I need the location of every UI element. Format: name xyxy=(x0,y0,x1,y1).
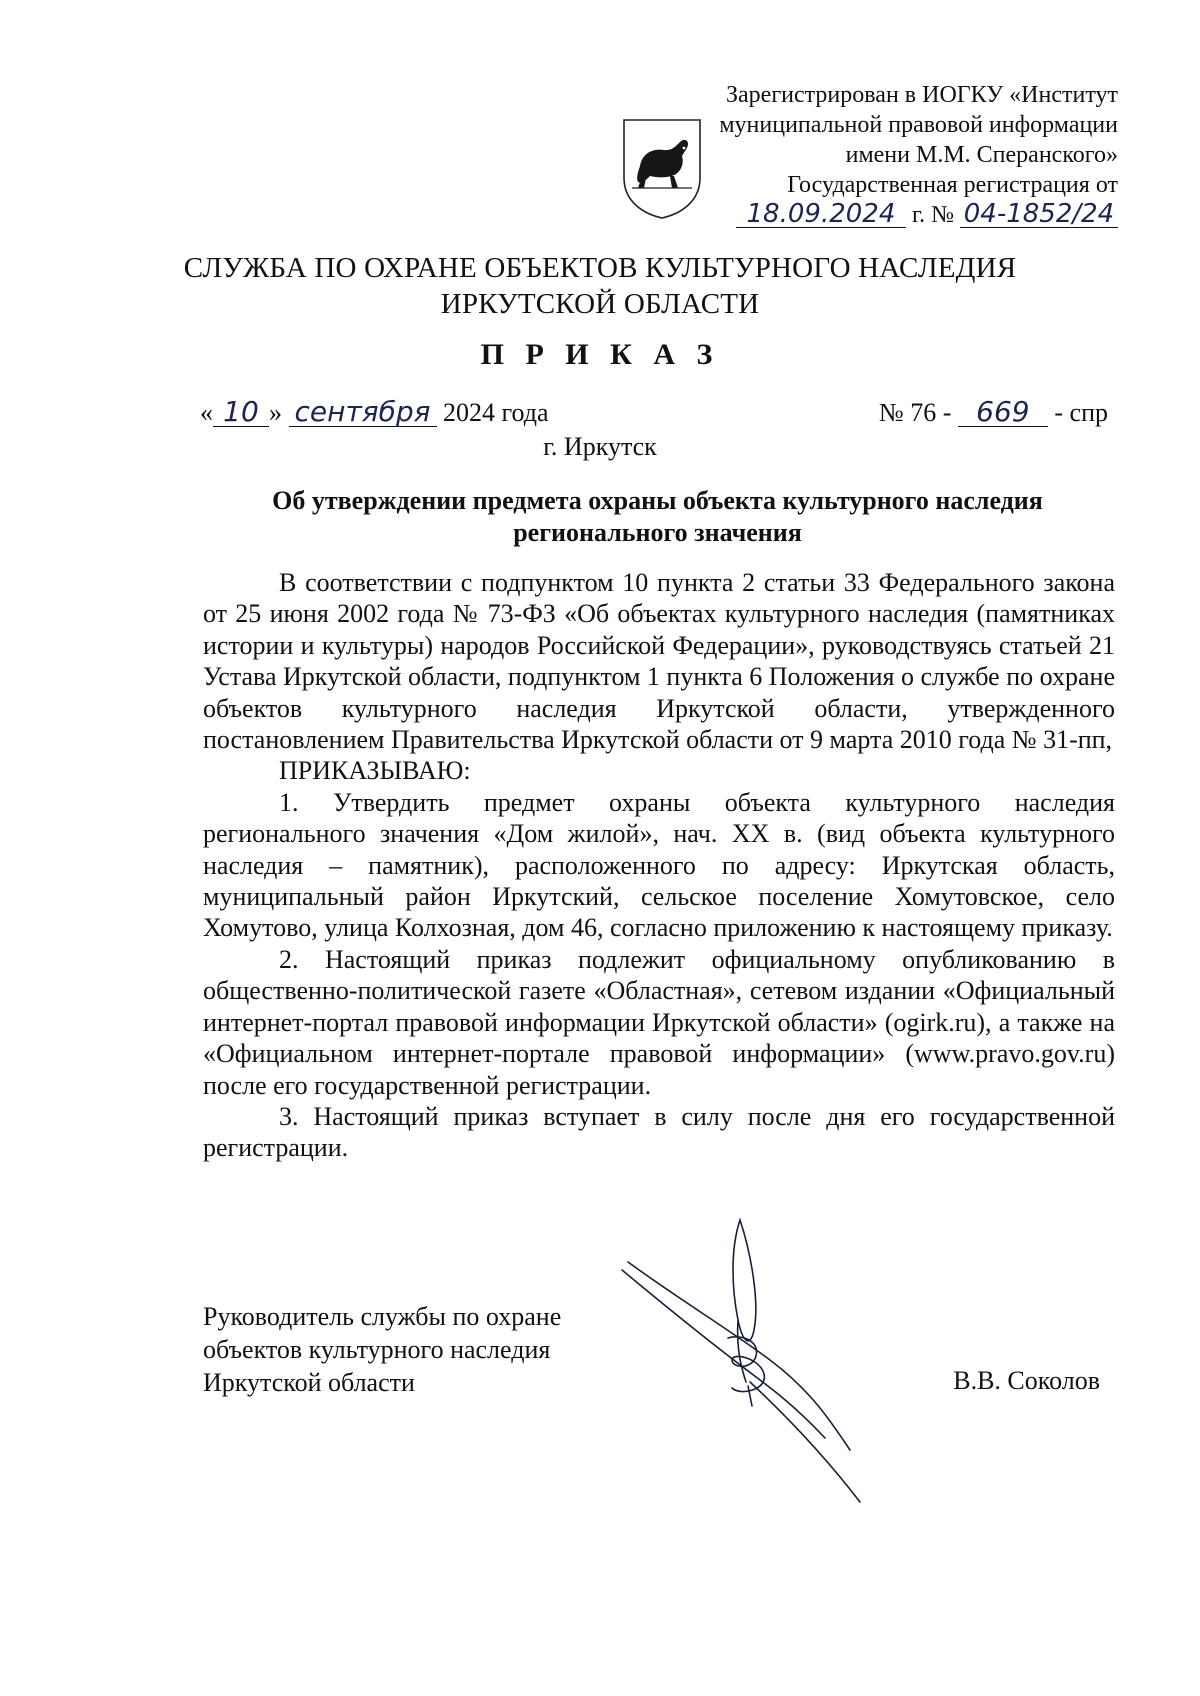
organization-name xyxy=(0,250,1200,322)
order-year: 2024 года xyxy=(443,398,549,427)
quote-open: « xyxy=(200,398,213,427)
document-body xyxy=(203,567,1115,1164)
registration-line: Государственная регистрация от xyxy=(787,172,1118,198)
title-line: регионального значения xyxy=(513,518,802,547)
decree-word: ПРИКАЗЫВАЮ: xyxy=(279,756,471,786)
quote-close: » xyxy=(269,398,282,427)
signer-name: В.В. Соколов xyxy=(953,1366,1100,1395)
registration-line: Зарегистрирован в ИОГКУ «Институт xyxy=(725,82,1118,108)
order-month: сентября xyxy=(289,398,437,427)
title-line: Об утверждении предмета охраны объекта культурного наследия xyxy=(272,486,1043,515)
order-day: 10 xyxy=(213,398,269,427)
preamble-paragraph: В соответствии с подпунктом 10 пункта 2 статьи 33 Федерального закона от 25 июня 2002 года № 73-ФЗ «Об объектах культурного наследия (памятниках истории и культуры) народов Российской Федерации», руководствуясь статьей 21 Устава Иркутской области, подпунктом 1 пункта 6 Положения о службе по охране объектов культурного наследия Иркутской области, утвержденного постановлением Правительства Иркутской области от 9 марта 2010 года № 31-пп, xyxy=(203,568,1115,755)
registration-line: имени М.М. Сперанского» xyxy=(845,142,1118,168)
order-number xyxy=(878,395,1108,428)
registration-number: 04-1852/24 xyxy=(960,201,1118,228)
registration-stamp xyxy=(598,80,1118,230)
registration-line: муниципальной правовой информации xyxy=(719,112,1118,138)
order-city: г. Иркутск xyxy=(543,432,657,461)
organization-line: ИРКУТСКОЙ ОБЛАСТИ xyxy=(440,288,760,320)
organization-line: СЛУЖБА ПО ОХРАНЕ ОБЪЕКТОВ КУЛЬТУРНОГО НАСЛЕДИЯ xyxy=(183,252,1017,284)
document-type: П Р И К А З xyxy=(480,338,720,371)
signer-line: Иркутской области xyxy=(203,1368,415,1397)
item-3-paragraph: 3. Настоящий приказ вступает в силу после дня его государственной регистрации. xyxy=(203,1101,1115,1163)
signer-line: объектов культурного наследия xyxy=(203,1335,551,1364)
registration-number-label: г. № xyxy=(911,202,954,228)
order-number-handwritten: 669 xyxy=(958,398,1048,427)
order-date xyxy=(200,395,549,428)
registration-date: 18.09.2024 xyxy=(736,201,906,228)
item-2-paragraph: 2. Настоящий приказ подлежит официальному опубликованию в общественно-политической газете «Областная», сетевом издании «Официальный интернет-портал правовой информации Иркутской области» (ogirk.ru), а также на «Официальном интернет-портале правовой информации» (www.pravo.gov.ru) после его государственной регистрации. xyxy=(203,944,1115,1100)
signer-position xyxy=(203,1300,623,1399)
registration-details xyxy=(598,200,1118,230)
document-title xyxy=(200,485,1115,549)
order-number-suffix: - спр xyxy=(1054,398,1108,427)
order-number-prefix: № 76 - xyxy=(878,398,952,427)
signer-line: Руководитель службы по охране xyxy=(203,1302,562,1331)
item-1-paragraph: 1. Утвердить предмет охраны объекта культурного наследия регионального значения «Дом жилой», нач. XX в. (вид объекта культурного наследия – памятник), расположенного по адресу: Иркутская область, муниципальный район Иркутский, сельское поселение Хомутовское, село Хомутово, улица Колхозная, дом 46, согласно приложению к настоящему приказу. xyxy=(203,787,1115,943)
handwritten-signature-icon xyxy=(620,1210,930,1510)
